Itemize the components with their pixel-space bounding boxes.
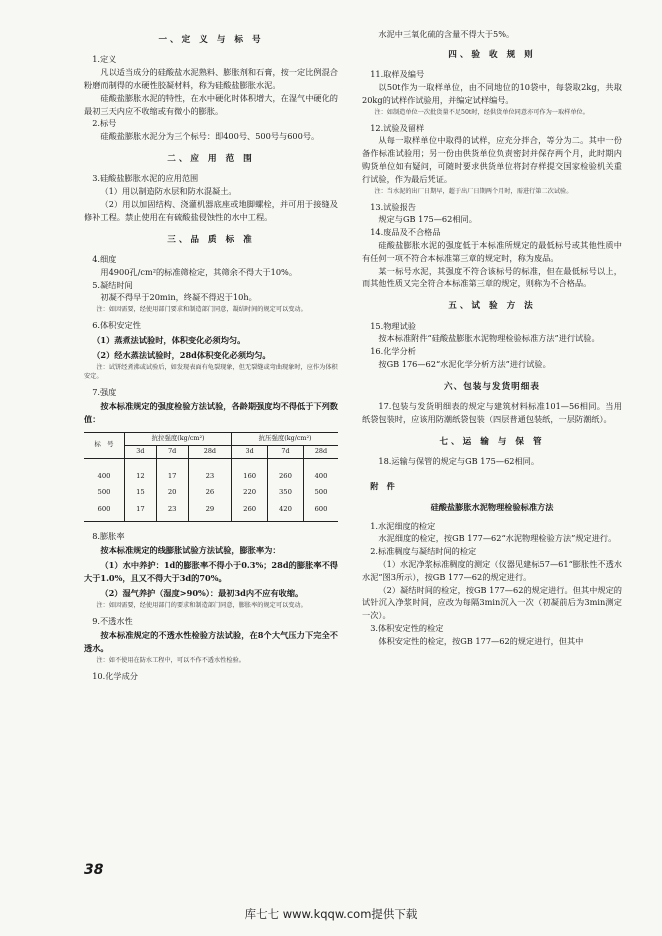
annex-clause-2-item-2: （2）凝结时间的检定，按GB 177—62的规定进行。但其中规定的试针沉入净浆时间，应改为每隔3min沉入一次（初凝前后为3min测定一次）。: [362, 584, 622, 621]
annex-label: 附 件: [370, 480, 395, 491]
clause-5-note: 注：如因需要，经使用部门要求和制造部门同意，凝结时间的规定可以变动。: [96, 306, 307, 314]
table-cell: 420: [268, 501, 304, 521]
table-cell: 160: [232, 458, 268, 484]
clause-1-text: 凡以适当成分的硅酸盐水泥熟料、膨胀剂和石膏，按一定比例混合粉磨而制得的水硬性胶凝材料，称为硅酸盐膨胀水泥。: [84, 67, 338, 90]
table-cell: 15: [125, 484, 157, 501]
clause-3-item-2: （2）用以加固结构、浇灌机器底座或地脚螺栓，并可用于接缝及修补工程。禁止使用在有硫酸盐侵蚀性的水中工程。: [84, 198, 338, 222]
table-cell: 20: [156, 484, 188, 501]
clause-11-text: 以50t作为一取样单位，由不同地位的10袋中，每袋取2kg，共取20kg的试样作试验用，并编定试样编号。: [362, 82, 622, 105]
annex-clause-3-heading: 3.体积安定性的检定: [370, 622, 444, 633]
clause-9-note: 注：如不使用在防水工程中，可以不作不透水性检验。: [96, 657, 245, 665]
clause-4-heading: 4.细度: [92, 253, 117, 264]
table-header-age: 28d: [188, 445, 232, 458]
section-title-quality: 三、品 质 标 准: [167, 234, 255, 245]
table-row: [84, 484, 338, 501]
annex-clause-1-text: 水泥细度的检定，按GB 177—62“水泥物理检验方法”规定进行。: [378, 533, 617, 544]
table-cell: 350: [268, 484, 304, 501]
clause-14-heading: 14.废品及不合格品: [370, 227, 441, 238]
table-cell: 29: [188, 501, 232, 521]
clause-3-item-1: （1）用以制造防水层和防水混凝土。: [100, 186, 237, 197]
section-title-application: 二、应 用 范 围: [167, 153, 255, 164]
table-cell: 26: [188, 484, 232, 501]
clause-12-heading: 12.试验及留样: [370, 122, 425, 133]
clause-14-text-1: 硅酸盐膨胀水泥的强度低于本标准所规定的最低标号或其他性质中有任何一项不符合本标准第三章的规定时，称为废品。: [362, 239, 622, 263]
clause-16-heading: 16.化学分析: [370, 346, 416, 357]
section-title-test-methods: 五、试 验 方 法: [448, 301, 536, 312]
section-title-acceptance: 四、验 收 规 则: [448, 49, 536, 60]
page-number: 38: [84, 862, 104, 878]
table-header-tensile: 抗拉强度(kg/cm²): [125, 432, 232, 445]
clause-2-text: 硅酸盐膨胀水泥分为三个标号：即400号、500号与600号。: [100, 131, 320, 142]
clause-17-text: 17.包装与发货明细表的规定与建筑材料标准101—56相同。当用纸袋包装时，应该用防潮纸袋包装（四层普通包装纸，一层防潮纸）。: [362, 401, 622, 424]
table-row: [84, 501, 338, 521]
table-header-age: 3d: [232, 445, 268, 458]
table-cell: 23: [156, 501, 188, 521]
table-cell: 260: [268, 458, 304, 484]
clause-1-heading: 1.定义: [92, 54, 117, 65]
clause-5-heading: 5.凝结时间: [92, 279, 133, 290]
clause-15-text: 按本标准附件“硅酸盐膨胀水泥物理检验标准方法”进行试验。: [378, 333, 600, 344]
clause-7-text: 按本标准规定的强度检验方法试验，各龄期强度均不得低于下列数值：: [84, 401, 338, 425]
clause-13-heading: 13.试验报告: [370, 201, 416, 212]
clause-6-item-2: （2）经水蒸法试验时，28d体积变化必须均匀。: [92, 349, 271, 360]
clause-8-text: 按本标准规定的线膨胀试验方法试验，膨胀率为：: [100, 545, 281, 556]
clause-16-text: 按GB 176—62“水泥化学分析方法”进行试验。: [378, 358, 551, 369]
clause-18-text: 18.运输与保管的规定与GB 175—62相同。: [378, 456, 540, 467]
table-header-age: 7d: [156, 445, 188, 458]
clause-3-heading: 3.硅酸盐膨胀水泥的应用范围: [92, 173, 199, 184]
right-column: [362, 28, 622, 647]
section-title-definition: 一、定 义 与 标 号: [158, 35, 264, 45]
clause-1-text-2: 硅酸盐膨胀水泥的特性，在水中硬化时体积增大，在湿气中硬化的最初三天内应不收缩或有微小的膨胀。: [84, 92, 338, 116]
clause-10-text: 水泥中三氧化硫的含量不得大于5%。: [378, 29, 515, 39]
clause-14-text-2: 某一标号水泥，其强度不符合该标号的标准，但在最低标号以上，而其他性质又完全符合本标准第三章的规定，则称为不合格品。: [362, 265, 622, 289]
clause-7-heading: 7.强度: [92, 386, 117, 397]
clause-6-note: 注：试饼经煮沸或试验后，如发现表面有龟裂现象，但无裂缝或弯曲现象时，应作为体积安定。: [84, 363, 338, 380]
clause-4-text: 用4900孔/cm²的标准筛检定，其筛余不得大于10%。: [100, 266, 298, 277]
annex-clause-1-heading: 1.水泥细度的检定: [370, 520, 436, 531]
clause-8-note: 注：如因需要，经使用部门的要求和制造部门同意，膨胀率的规定可以变动。: [96, 601, 307, 609]
table-header-grade: 标 号: [84, 432, 125, 458]
table-header-age: 3d: [125, 445, 157, 458]
clause-6-item-1: （1）蒸煮法试验时，体积变化必须均匀。: [92, 334, 246, 345]
annex-clause-2-item-1: （1）水泥净浆标准稠度的测定（仪器见建标57—61“膨胀性不透水水泥”图3所示），按GB 177—62的规定进行。: [362, 558, 622, 582]
clause-8-item-1: （1）水中养护：1d的膨胀率不得小于0.3%；28d的膨胀率不得大于1.0%，且又不得大于3d的70%。: [84, 560, 338, 584]
table-cell: 600: [303, 501, 338, 521]
clause-13-text: 规定与GB 175—62相同。: [378, 214, 477, 225]
footer-download-credit: 库七七 www.kqqw.com提供下载: [244, 907, 418, 921]
section-title-packaging: 六、包装与发货明细表: [444, 381, 540, 392]
clause-15-heading: 15.物理试验: [370, 320, 416, 331]
section-title-transport: 七、运 输 与 保 管: [439, 436, 545, 447]
table-header-age: 28d: [303, 445, 338, 458]
table-cell: 23: [188, 458, 232, 484]
clause-12-text: 从每一取样单位中取得的试样，应充分拌合，等分为二。其中一份备作标准试验用；另一份由供货单位负责密封并保存两个月，此时期内购货单位如有疑问，可随时要求供货单位将封存样提交国家检验机关重行试验，作为最后凭证。: [362, 135, 622, 184]
table-cell: 17: [125, 501, 157, 521]
annex-clause-3-text: 体积安定性的检定，按GB 177—62的规定进行，但其中: [378, 635, 584, 646]
table-cell-grade: 600: [84, 501, 125, 521]
table-row: [84, 458, 338, 484]
clause-9-heading: 9.不透水性: [92, 615, 133, 626]
table-cell: 260: [232, 501, 268, 521]
table-header-age: 7d: [268, 445, 304, 458]
left-column: [84, 28, 338, 683]
clause-9-text: 按本标准规定的不透水性检验方法试验，在8个大气压力下完全不透水。: [84, 630, 338, 654]
strength-table: [84, 432, 338, 522]
annex-clause-2-heading: 2.标准稠度与凝结时间的检定: [370, 546, 477, 557]
table-cell: 220: [232, 484, 268, 501]
clause-2-heading: 2.标号: [92, 118, 117, 129]
annex-title: 硅酸盐膨胀水泥物理检验标准方法: [430, 501, 554, 512]
table-cell: 12: [125, 458, 157, 484]
table-cell: 400: [303, 458, 338, 484]
table-cell-grade: 500: [97, 488, 111, 497]
clause-10-heading: 10.化学成分: [92, 671, 138, 681]
table-header-compressive: 抗压强度(kg/cm²): [232, 432, 338, 445]
clause-5-text: 初凝不得早于20min，终凝不得迟于10h。: [100, 292, 257, 303]
clause-6-heading: 6.体积安定性: [92, 320, 141, 331]
table-cell: 17: [156, 458, 188, 484]
clause-8-item-2: （2）湿气养护（湿度>90%）：最初3d内不应有收缩。: [100, 587, 304, 598]
clause-11-note: 注：如制造单位一次批货量不足50t时，经供货单位同意亦可作为一取样单位。: [374, 108, 589, 116]
clause-12-note: 注：当水泥的出厂日期早，超于出厂日期两个月时，需进行第二次试验。: [374, 187, 573, 195]
table-cell: 500: [303, 484, 338, 501]
table-cell-grade: 400: [97, 471, 111, 480]
clause-8-heading: 8.膨胀率: [92, 530, 125, 541]
clause-11-heading: 11.取样及编号: [370, 69, 425, 80]
